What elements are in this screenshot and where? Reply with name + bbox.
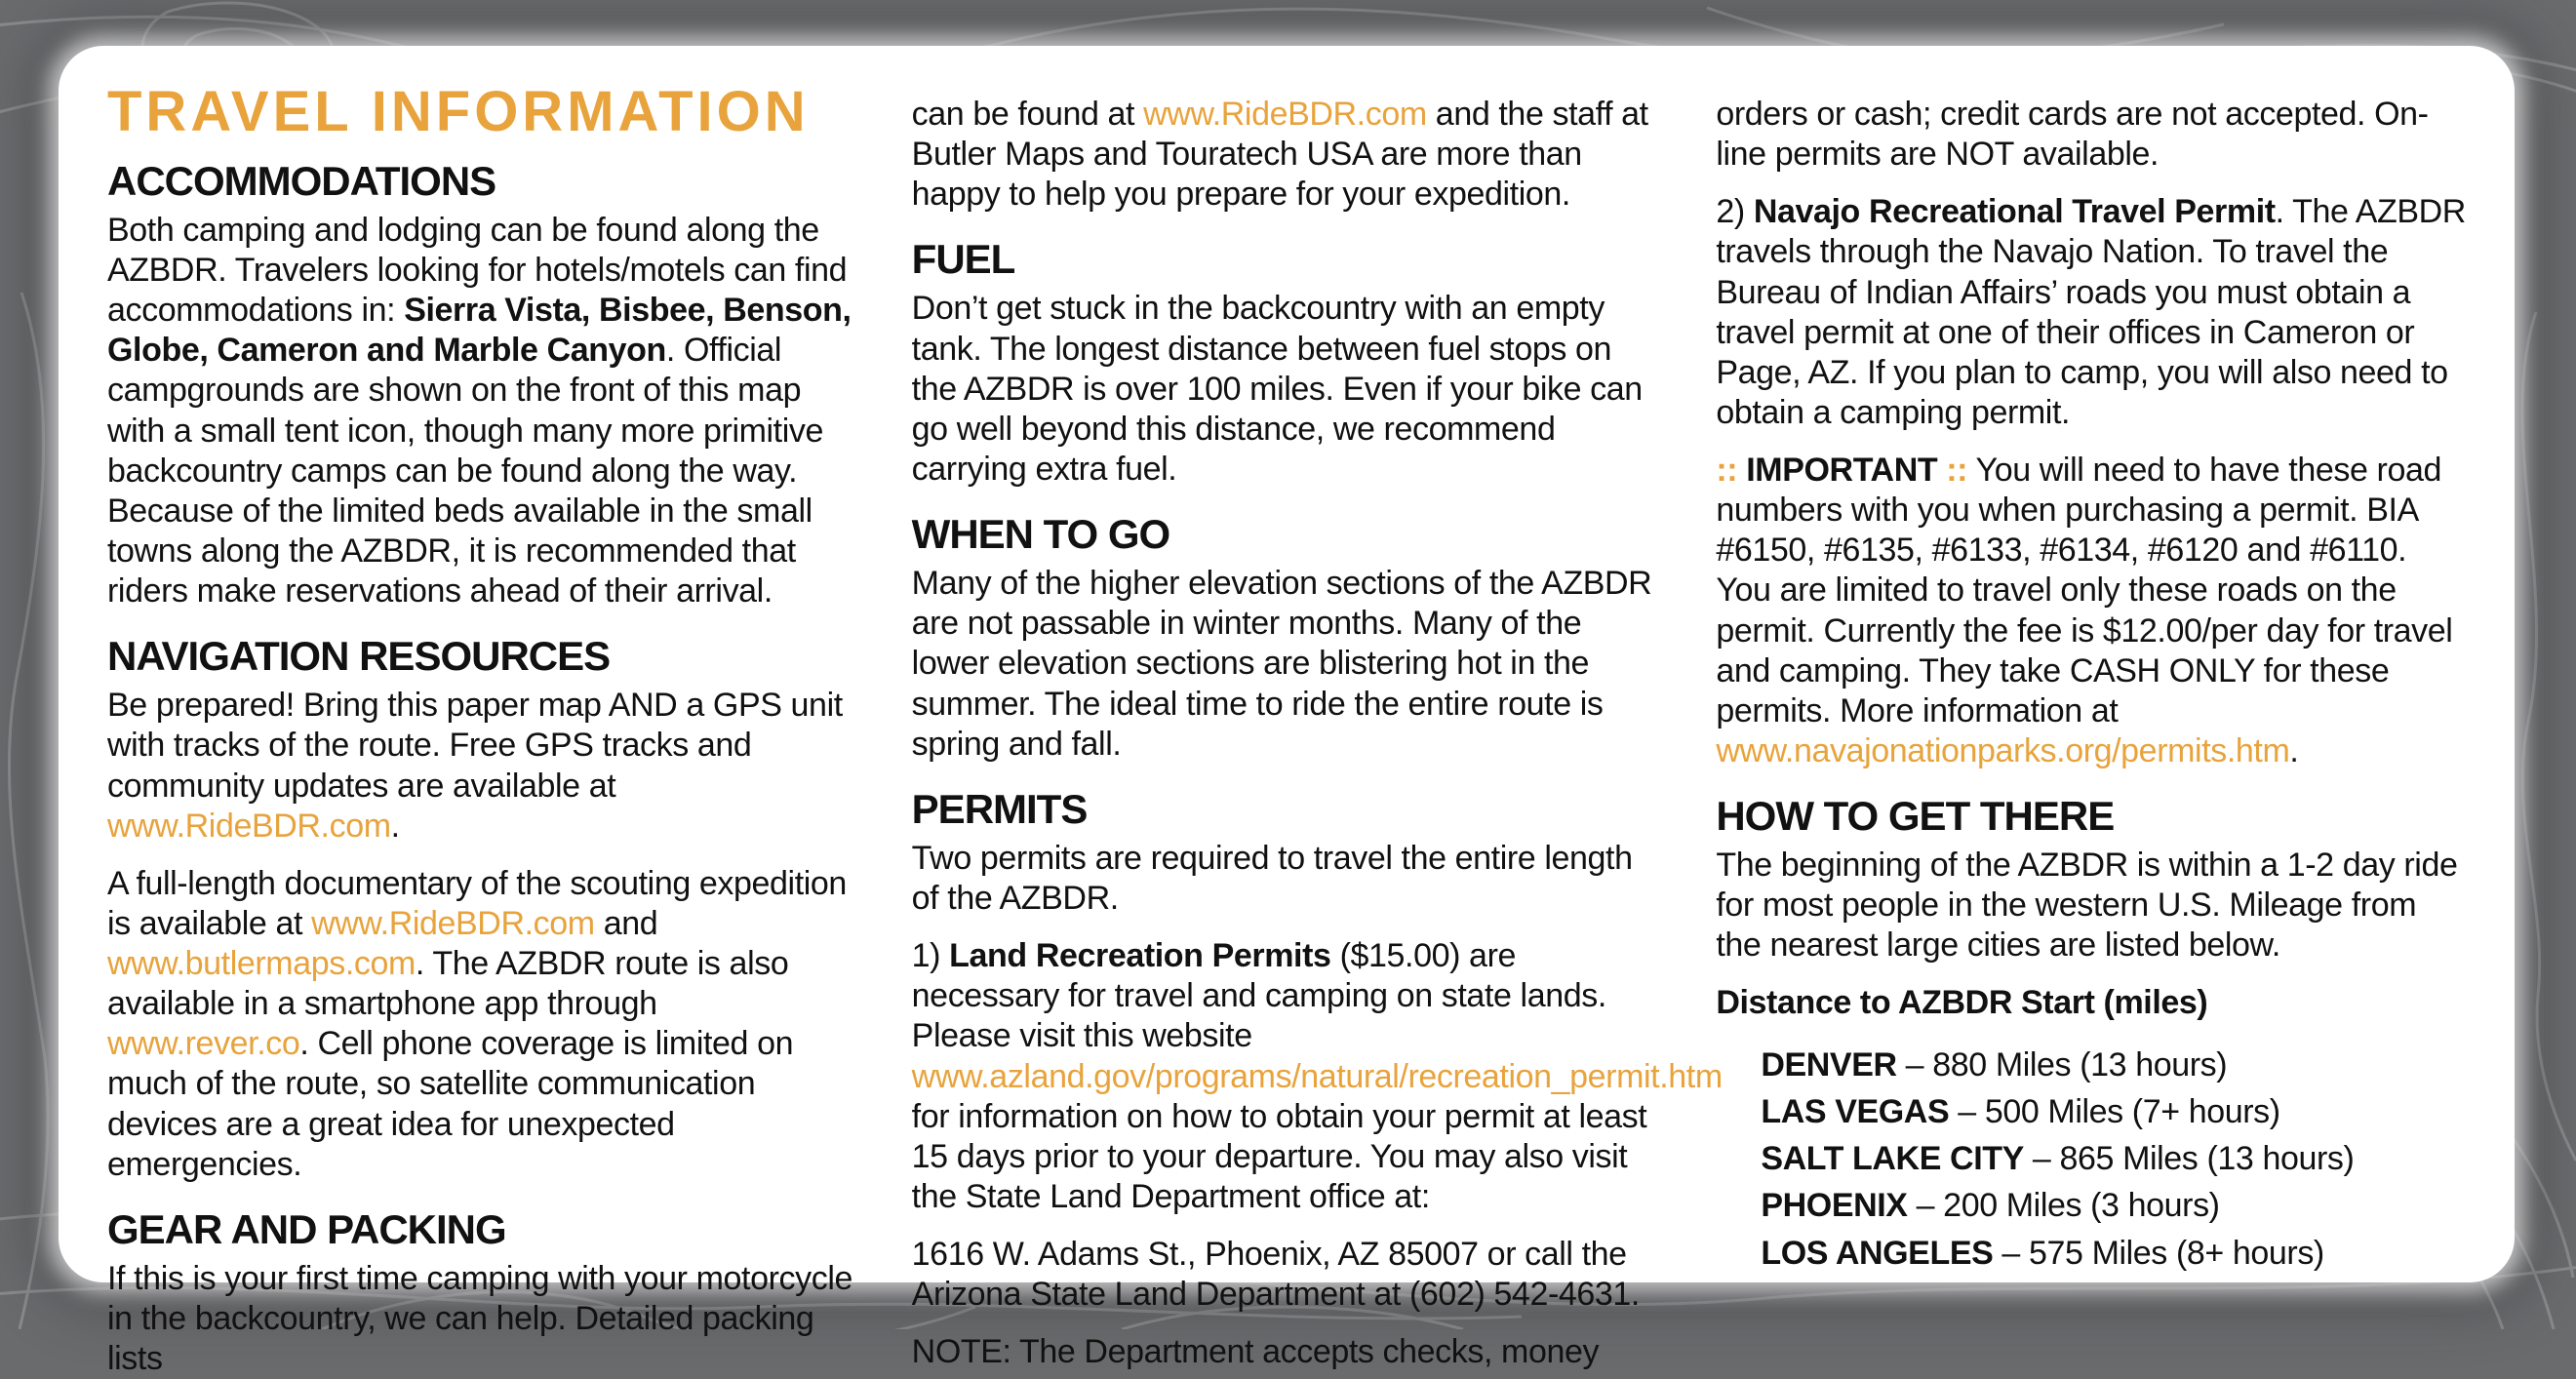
distance-list-item bbox=[1761, 1088, 2468, 1135]
text-segment: and bbox=[594, 904, 658, 942]
text-segment: :: bbox=[1937, 452, 1968, 489]
text-segment: PERMITS bbox=[911, 785, 1088, 832]
text-segment: 1) bbox=[911, 937, 950, 975]
text-segment: for information on how to obtain your permit at least 15 days prior to your departure. You may also visit the State Land Department office at: bbox=[911, 1097, 1647, 1215]
distance-list-item bbox=[1761, 1230, 2468, 1277]
paragraph bbox=[912, 1332, 1664, 1372]
text-segment: ($15.00) are necessary for travel and camping on state lands. Please visit this website bbox=[911, 937, 1606, 1055]
distance-list-item bbox=[1761, 1135, 2468, 1182]
paragraph bbox=[911, 936, 1723, 1217]
section-heading bbox=[912, 513, 1664, 556]
section-heading bbox=[912, 238, 1664, 281]
travel-info-card bbox=[59, 46, 2515, 1378]
text-segment: and the staff at Butler Maps and Touratech USA are more than happy to help you prepare for your expedition. bbox=[911, 96, 1648, 214]
text-segment: SALT LAKE CITY bbox=[1761, 1140, 2024, 1178]
text-segment: The beginning of the AZBDR is within a 1-2 day ride for most people in the western U.S. Mileage from the nearest large cities are listed below. bbox=[1716, 847, 2458, 965]
text-segment: . The AZBDR travels through the Navajo Nation. To travel the Bureau of Indian Affairs’ roads you must obtain a travel permit at one of their offices in Cameron or Page, AZ. If you plan to camp, you will also need to obtain a camping permit. bbox=[1716, 193, 2466, 431]
link-text[interactable]: www.RideBDR.com bbox=[107, 807, 391, 845]
text-segment: . bbox=[390, 807, 400, 845]
page-title bbox=[107, 80, 859, 143]
paragraph bbox=[912, 289, 1664, 490]
text-segment: Two permits are required to travel the entire length of the AZBDR. bbox=[911, 839, 1633, 918]
link-text[interactable]: www.rever.co bbox=[107, 1025, 300, 1063]
text-segment: :: bbox=[1716, 452, 1747, 489]
link-text[interactable]: www.navajonationparks.org/permits.htm bbox=[1716, 731, 2290, 769]
column-left bbox=[107, 80, 859, 1378]
distance-list bbox=[1716, 1042, 2468, 1277]
paragraph bbox=[912, 95, 1664, 215]
paragraph bbox=[107, 864, 859, 1185]
text-segment: A full-length documentary of the scouting expedition is available at bbox=[107, 864, 847, 942]
text-segment: 1616 W. Adams St., Phoenix, AZ 85007 or call the Arizona State Land Department at (602) 542-4631. bbox=[911, 1236, 1640, 1314]
text-segment: WHEN TO GO bbox=[911, 511, 1170, 558]
text-segment: . Official campgrounds are shown on the front of this map with a small tent icon, though many more primitive backcountry camps can be found along the way. Because of the limited beds available in the small towns along the AZBDR, it is recommended that riders make reservations ahead of their arrival. bbox=[107, 332, 823, 611]
text-segment: – 500 Miles (7+ hours) bbox=[1949, 1092, 2280, 1130]
paragraph bbox=[1716, 192, 2468, 433]
paragraph bbox=[1716, 983, 2468, 1023]
text-segment: Land Recreation Permits bbox=[949, 937, 1331, 975]
link-text[interactable]: www.RideBDR.com bbox=[1143, 96, 1427, 133]
text-segment: – 200 Miles (3 hours) bbox=[1907, 1187, 2220, 1225]
section-heading bbox=[911, 785, 1664, 832]
paragraph bbox=[912, 839, 1664, 919]
section-heading bbox=[1716, 795, 2468, 838]
paragraph bbox=[1716, 95, 2468, 175]
column-middle bbox=[911, 81, 1723, 1371]
text-segment: . The AZBDR route is also available in a smartphone app through bbox=[107, 945, 789, 1023]
text-segment: orders or cash; credit cards are not accepted. On-line permits are NOT available. bbox=[1716, 96, 2429, 174]
text-segment: PHOENIX bbox=[1761, 1187, 1908, 1225]
text-segment: 2) bbox=[1716, 193, 1754, 231]
text-segment: You will need to have these road numbers with you when purchasing a permit. BIA #6150, #6135, #6133, #6134, #6120 and #6110. You are limited to travel only these roads on the permit. Currently the fee is $12.00/per day for travel and camping. They take CASH ONLY for these permits. More information at bbox=[1716, 452, 2453, 729]
text-segment: TRAVEL INFORMATION bbox=[107, 80, 810, 143]
column-right bbox=[1716, 81, 2468, 1272]
paragraph bbox=[107, 686, 859, 847]
paragraph bbox=[912, 1235, 1664, 1315]
section-heading bbox=[107, 157, 859, 204]
text-segment: LAS VEGAS bbox=[1761, 1092, 1950, 1130]
link-text[interactable]: www.azland.gov/programs/natural/recreation_permit.htm bbox=[911, 1057, 1723, 1095]
text-segment: FUEL bbox=[911, 236, 1015, 283]
paragraph bbox=[912, 564, 1664, 765]
text-segment: DENVER bbox=[1761, 1045, 1897, 1084]
section-heading bbox=[107, 1205, 859, 1252]
distance-list-item bbox=[1761, 1182, 2468, 1229]
text-segment: can be found at bbox=[911, 96, 1144, 133]
text-segment: ACCOMMODATIONS bbox=[107, 157, 496, 204]
text-segment: Be prepared! Bring this paper map AND a GPS unit with tracks of the route. Free GPS tracks and community updates are available at bbox=[107, 687, 843, 805]
text-segment: Sierra Vista, Bisbee, Benson, Globe, Cameron and Marble Canyon bbox=[107, 292, 852, 370]
link-text[interactable]: www.butlermaps.com bbox=[107, 945, 416, 983]
text-segment: – 865 Miles (13 hours) bbox=[2023, 1140, 2355, 1178]
text-segment: NOTE: The Department accepts checks, money bbox=[911, 1333, 1600, 1371]
text-segment: NAVIGATION RESOURCES bbox=[107, 633, 611, 680]
text-segment: – 880 Miles (13 hours) bbox=[1896, 1045, 2228, 1084]
text-segment: . bbox=[2289, 731, 2299, 769]
link-text[interactable]: www.RideBDR.com bbox=[311, 904, 595, 942]
text-segment: LOS ANGELES bbox=[1761, 1234, 1994, 1272]
paragraph bbox=[1716, 846, 2468, 965]
paragraph bbox=[107, 1259, 859, 1379]
text-segment: GEAR AND PACKING bbox=[107, 1205, 506, 1252]
paragraph bbox=[1716, 451, 2468, 771]
text-segment: Don’t get stuck in the backcountry with an empty tank. The longest distance between fuel stops on the AZBDR is over 100 miles. Even if your bike can go well beyond this distance, we recommend carrying extra fuel. bbox=[911, 290, 1643, 488]
section-heading bbox=[107, 635, 859, 678]
text-segment: – 575 Miles (8+ hours) bbox=[1993, 1234, 2324, 1272]
text-segment: Both camping and lodging can be found along the AZBDR. Travelers looking for hotels/motels can find accommodations in: bbox=[107, 211, 848, 330]
paragraph bbox=[107, 211, 859, 611]
distance-list-item bbox=[1761, 1042, 2468, 1088]
text-segment: If this is your first time camping with your motorcycle in the backcountry, we can help. Detailed packing lists bbox=[107, 1259, 853, 1378]
text-segment: Navajo Recreational Travel Permit bbox=[1753, 193, 2276, 231]
text-segment: Distance to AZBDR Start (miles) bbox=[1716, 984, 2208, 1022]
text-segment: Many of the higher elevation sections of the AZBDR are not passable in winter months. Many of the lower elevation sections are blistering hot in the summer. The ideal time to ride the entire route is spring and fall. bbox=[911, 565, 1652, 763]
text-segment: HOW TO GET THERE bbox=[1716, 793, 2115, 839]
text-segment: . Cell phone coverage is limited on much of the route, so satellite communication devices are a great idea for unexpected emergencies. bbox=[107, 1025, 794, 1183]
text-segment: IMPORTANT bbox=[1746, 452, 1938, 489]
